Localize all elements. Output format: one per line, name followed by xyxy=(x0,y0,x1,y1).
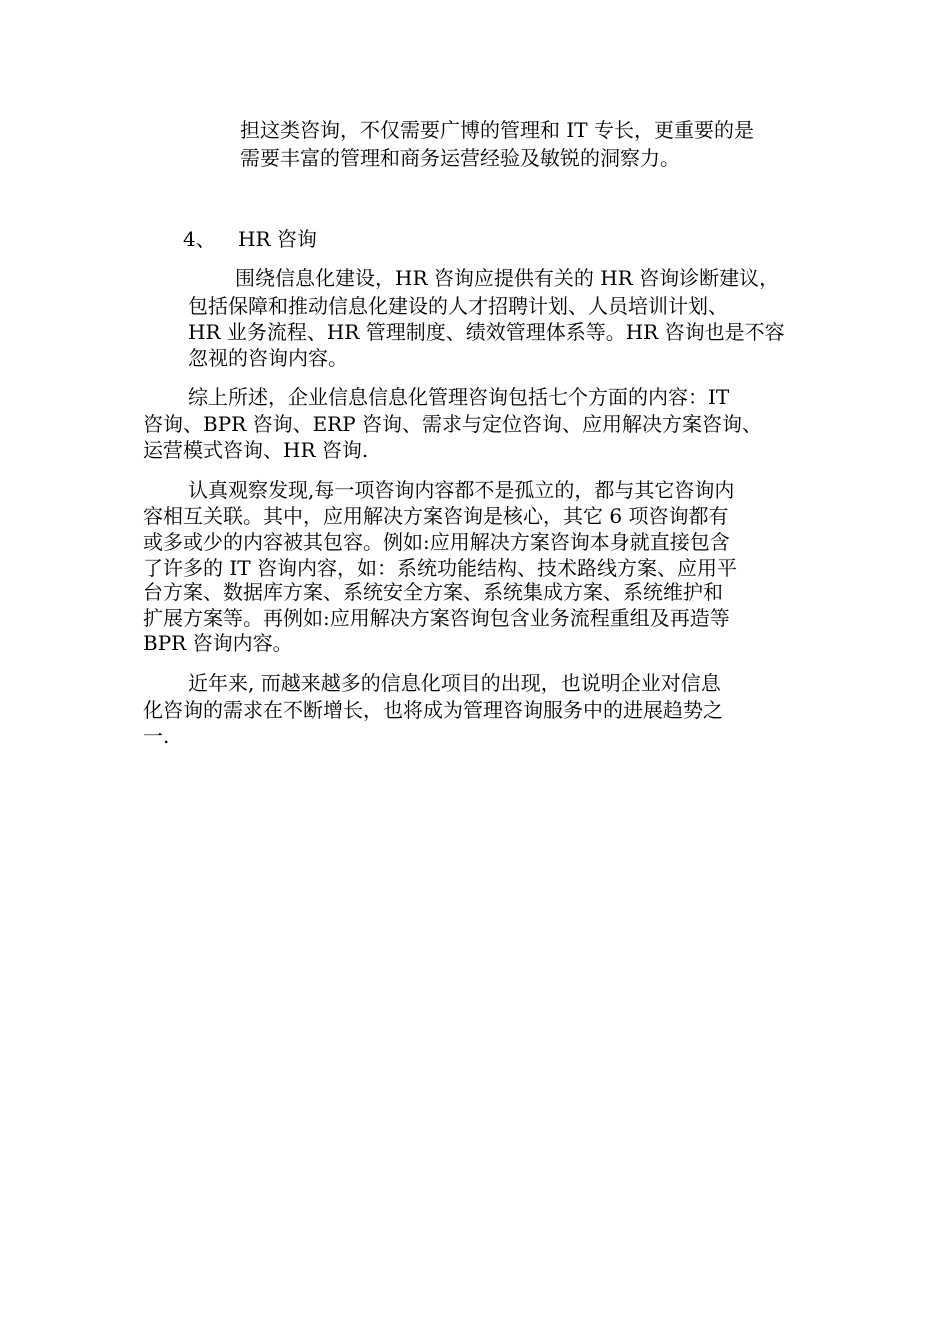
text-line: 一. xyxy=(143,724,170,748)
text-line: BPR 咨询内容。 xyxy=(143,631,293,655)
text-line: 或多或少的内容被其包容。例如:应用解决方案咨询本身就直接包含 xyxy=(143,530,730,554)
text-line: 需要丰富的管理和商务运营经验及敏锐的洞察力。 xyxy=(240,146,680,170)
text-line: 认真观察发现,每一项咨询内容都不是孤立的，都与其它咨询内 xyxy=(188,478,735,502)
text-line: 运营模式咨询、HR 咨询. xyxy=(143,438,369,462)
text-line: 咨询、BPR 咨询、ERP 咨询、需求与定位咨询、应用解决方案咨询、 xyxy=(143,412,763,436)
text-line: 忽视的咨询内容。 xyxy=(188,346,348,370)
text-line: 扩展方案等。再例如:应用解决方案咨询包含业务流程重组及再造等 xyxy=(143,606,730,630)
text-line: 综上所述，企业信息信息化管理咨询包括七个方面的内容：IT xyxy=(188,385,730,409)
text-line: 围绕信息化建设，HR 咨询应提供有关的 HR 咨询诊断建议， xyxy=(235,266,780,290)
text-line: 担这类咨询，不仅需要广博的管理和 IT 专长，更重要的是 xyxy=(240,118,754,142)
text-line: 容相互关联。其中，应用解决方案咨询是核心，其它 6 项咨询都有 xyxy=(143,504,729,528)
text-line: 包括保障和推动信息化建设的人才招聘计划、人员培训计划、 xyxy=(188,294,728,318)
text-line: 台方案、数据库方案、系统安全方案、系统集成方案、系统维护和 xyxy=(143,580,723,604)
text-line: HR 业务流程、HR 管理制度、绩效管理体系等。HR 咨询也是不容 xyxy=(188,320,785,344)
text-line: 化咨询的需求在不断增长，也将成为管理咨询服务中的进展趋势之 xyxy=(143,698,723,722)
text-line: 了许多的 IT 咨询内容，如：系统功能结构、技术路线方案、应用平 xyxy=(143,556,737,580)
section-title: HR 咨询 xyxy=(238,227,317,251)
text-line: 近年来, 而越来越多的信息化项目的出现，也说明企业对信息 xyxy=(188,671,721,695)
section-number: 4、 xyxy=(183,227,216,251)
